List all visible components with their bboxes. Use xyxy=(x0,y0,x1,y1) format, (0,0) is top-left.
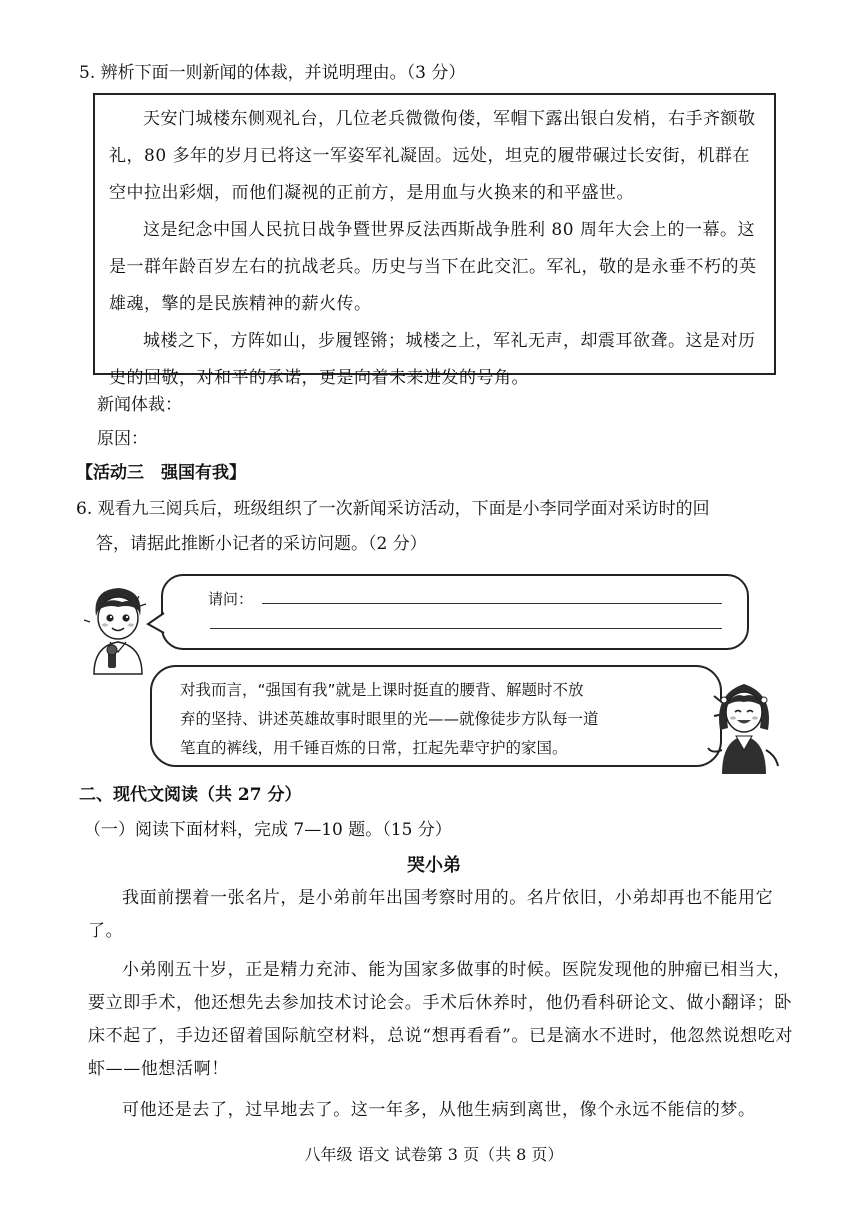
section-2-subheading: （一）阅读下面材料，完成 7—10 题。（15 分） xyxy=(84,820,452,840)
interviewee-girl-illustration xyxy=(704,670,786,776)
activity-3-heading: 【活动三 强国有我】 xyxy=(76,463,246,483)
answer-line-1[interactable] xyxy=(262,603,722,604)
answer-line-text-3: 笔直的裤线，用千锤百炼的日常，扛起先辈守护的家国。 xyxy=(180,739,568,757)
news-paragraph-2: 这是纪念中国人民抗日战争暨世界反法西斯战争胜利 80 周年大会上的一幕。这是一群年龄百岁左右的抗战老兵。历史与当下在此交汇。军礼，敬的是永垂不朽的英雄魂，擎的是民族精神的薪火传。 xyxy=(109,220,757,314)
question-6-line-2: 答，请据此推断小记者的采访问题。（2 分） xyxy=(96,534,427,554)
news-excerpt-box xyxy=(93,93,776,388)
news-paragraph-1: 天安门城楼东侧观礼台，几位老兵微微佝偻，军帽下露出银白发梢，右手齐额敬礼，80 多年的岁月已将这一军姿军礼凝固。远处，坦克的履带碾过长安街，机群在空中拉出彩烟，而他们凝视的正前方，是用血与火换来的和平盛世。 xyxy=(109,109,756,203)
question-bubble-tail xyxy=(146,612,166,634)
question-6-line-1: 6. 观看九三阅兵后，班级组织了一次新闻采访活动，下面是小李同学面对采访时的回 xyxy=(76,499,710,519)
ask-label: 请问： xyxy=(208,590,254,608)
answer-line-text-2: 弃的坚持、讲述英雄故事时眼里的光——就像徒步方队每一道 xyxy=(180,710,599,728)
article-paragraph-2: 小弟刚五十岁，正是精力充沛、能为国家多做事的时候。医院发现他的肿瘤已相当大，要立即手术，他还想先去参加技术讨论会。手术后休养时，他仍看科研论文、做小翻译；卧床不起了，手边还留着国际航空材料，总说“想再看看”。已是滴水不进时，他忽然说想吃对虾——他想活啊！ xyxy=(88,960,793,1079)
page-footer: 八年级 语文 试卷第 3 页（共 8 页） xyxy=(304,1145,564,1164)
article-paragraph-1: 我面前摆着一张名片，是小弟前年出国考察时用的。名片依旧，小弟却再也不能用它了。 xyxy=(88,888,774,941)
question-speech-bubble xyxy=(161,574,749,650)
reason-answer-label: 原因： xyxy=(97,429,148,449)
interviewee-answer xyxy=(180,676,599,763)
article-paragraph-3: 可他还是去了，过早地去了。这一年多，从他生病到离世，像个永远不能信的梦。 xyxy=(122,1100,756,1120)
answer-line-text-1: 对我而言，“强国有我”就是上课时挺直的腰背、解题时不放 xyxy=(180,681,584,699)
section-2-heading: 二、现代文阅读（共 27 分） xyxy=(79,785,302,805)
news-paragraph-3: 城楼之下，方阵如山，步履铿锵；城楼之上，军礼无声，却震耳欲聋。这是对历史的回敬，对和平的承诺，更是向着未来进发的号角。 xyxy=(109,331,756,388)
genre-answer-label: 新闻体裁： xyxy=(97,395,182,415)
article-title: 哭小弟 xyxy=(407,855,461,876)
question-5-title: 5. 辨析下面一则新闻的体裁，并说明理由。（3 分） xyxy=(79,63,466,83)
answer-line-2[interactable] xyxy=(210,628,722,629)
